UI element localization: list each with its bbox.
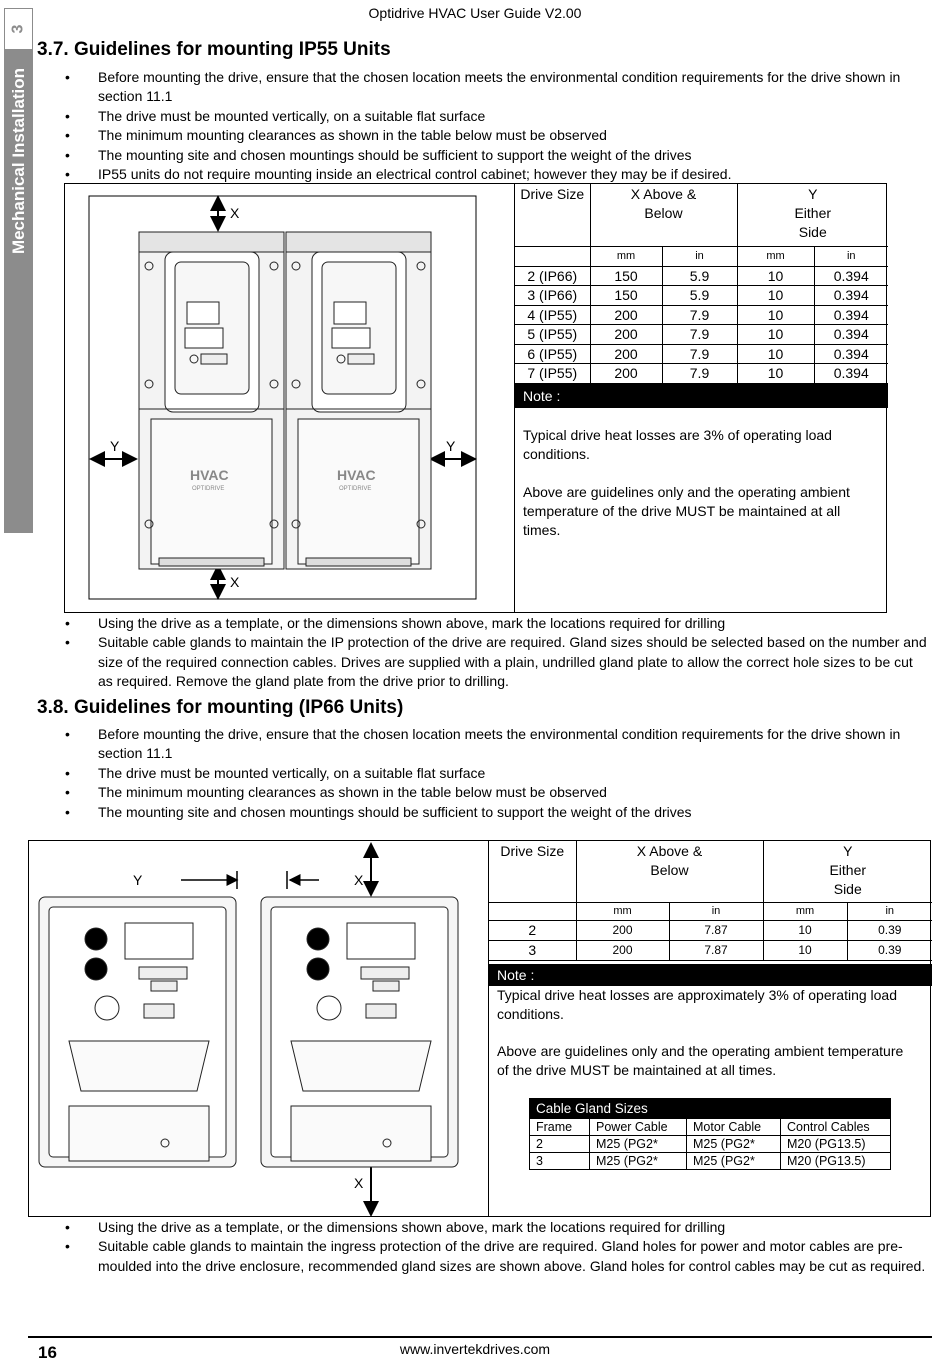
section-heading-3-8: 3.8. Guidelines for mounting (IP66 Units)	[37, 697, 404, 718]
list-item: • Suitable cable glands to maintain the IP protection of the drive are required. Gland sizes should be selected based on the number and size of the required connection cables. Drives are supplied with a plain, undrilled gland plate to allow the correct hole sizes to be cut as required. Remove the gland plate from the drive prior to drilling.	[37, 633, 927, 691]
note-text-2: Above are guidelines only and the operating ambient temperature of the drive MUST be maintained at all times.	[497, 1043, 904, 1078]
footer-url[interactable]: www.invertekdrives.com	[399, 1341, 551, 1357]
ip66-clearance-table: Drive Size X Above & Below Y Either Side mm in mm in 2 200 7.87 10 0.39 3 200 7.87 10 0.39	[489, 840, 932, 961]
list-item: • Using the drive as a template, or the dimensions shown above, mark the locations required for drilling	[37, 1218, 927, 1237]
hvac-logo-right: HVAC	[337, 467, 376, 483]
table-row: 2 (IP66) 150 5.9 10 0.394	[515, 266, 888, 286]
section-heading-3-7: 3.7. Guidelines for mounting IP55 Units	[37, 39, 391, 60]
y-label-right: Y	[446, 438, 456, 454]
list-item: • The drive must be mounted vertically, on a suitable flat surface	[37, 764, 927, 783]
table-row: 3 200 7.87 10 0.39	[489, 940, 932, 960]
y-label-left: Y	[110, 438, 120, 454]
after-bullets-3-7	[37, 614, 927, 692]
ip66-drive-drawing	[29, 841, 489, 1216]
ip55-info-panel	[514, 183, 888, 613]
list-item: • The mounting site and chosen mountings should be sufficient to support the weight of the drives	[37, 146, 927, 165]
col-drive-size: Drive Size	[515, 183, 590, 246]
table-row: 2 200 7.87 10 0.39	[489, 920, 932, 940]
ip55-drive-right	[286, 232, 431, 569]
table-row: 7 (IP55) 200 7.9 10 0.394	[515, 364, 888, 384]
page-number: 16	[38, 1343, 57, 1362]
col-x: X Above & Below	[590, 183, 737, 246]
list-item: • The minimum mounting clearances as shown in the table below must be observed	[37, 126, 927, 145]
list-item: • The mounting site and chosen mountings should be sufficient to support the weight of the drives	[37, 803, 927, 822]
x-label-top: X	[230, 205, 240, 221]
note-text-2: Above are guidelines only and the operating ambient temperature of the drive MUST be maintained at all times.	[523, 484, 850, 538]
table-row: 3 (IP66) 150 5.9 10 0.394	[515, 286, 888, 306]
page-header: Optidrive HVAC User Guide V2.00	[368, 5, 582, 21]
after-bullets-3-8	[37, 1218, 927, 1276]
ip66-drive-right	[261, 897, 458, 1167]
col-x: X Above & Below	[576, 840, 763, 902]
hvac-logo-left: HVAC	[190, 467, 229, 483]
list-item: • Using the drive as a template, or the dimensions shown above, mark the locations required for drilling	[37, 614, 927, 633]
table-row: 2 M25 (PG2* M25 (PG2* M20 (PG13.5)	[530, 1136, 891, 1153]
col-drive-size: Drive Size	[489, 840, 576, 902]
ip66-mounting-figure	[28, 840, 931, 1217]
hvac-logo-sub-right: OPTIDRIVE	[339, 486, 372, 492]
list-item: • Suitable cable glands to maintain the ingress protection of the drive are required. Gland holes for power and motor cables are pre-moulded into the drive enclosure, recommended gland sizes are shown above. Gland holes for control cables may be cut as required.	[37, 1237, 927, 1276]
list-item: • The drive must be mounted vertically, on a suitable flat surface	[37, 107, 927, 126]
ip55-drive-drawing	[65, 184, 515, 612]
list-item: • Before mounting the drive, ensure that the chosen location meets the environmental condition requirements for the drive shown in section 11.1	[37, 725, 927, 764]
chapter-label: Mechanical Installation	[8, 67, 28, 255]
chapter-number: 3	[4, 8, 33, 50]
list-item: • Before mounting the drive, ensure that the chosen location meets the environmental condition requirements for the drive shown in section 11.1	[37, 68, 927, 107]
ip66-drive-left	[39, 897, 236, 1167]
bullets-3-7	[37, 68, 927, 184]
bullets-3-8	[37, 725, 927, 822]
hvac-logo-sub-left: OPTIDRIVE	[192, 486, 225, 492]
table-row: 5 (IP55) 200 7.9 10 0.394	[515, 325, 888, 345]
x-label-bottom: X	[230, 574, 240, 590]
table-row: 6 (IP55) 200 7.9 10 0.394	[515, 344, 888, 364]
y-label: Y	[133, 872, 143, 888]
x-label-bottom: X	[354, 1175, 364, 1191]
ip55-drive-left	[139, 232, 284, 569]
list-item: • IP55 units do not require mounting inside an electrical control cabinet; however they may be if desired.	[37, 165, 927, 184]
x-label-top: X	[354, 872, 364, 888]
note-text-1: Typical drive heat losses are 3% of operating load conditions.	[523, 427, 832, 462]
note-text-1: Typical drive heat losses are approximately 3% of operating load conditions.	[497, 987, 897, 1022]
ip66-info-panel	[488, 840, 931, 1217]
col-y: Y Either Side	[763, 840, 932, 902]
list-item: • The minimum mounting clearances as shown in the table below must be observed	[37, 783, 927, 802]
ip55-mounting-figure	[64, 183, 887, 613]
table-row: 4 (IP55) 200 7.9 10 0.394	[515, 305, 888, 325]
cable-gland-table: Cable Gland Sizes Frame Power Cable Motor Cable Control Cables 2 M25 (PG2* M25 (PG2* M20 (PG13.5) 3 M25 (PG2* M25 (PG2* M20 (PG13.5)	[529, 1098, 891, 1170]
col-y: Y Either Side	[737, 183, 888, 246]
footer-rule	[28, 1336, 932, 1338]
note-label: Note :	[515, 384, 888, 408]
ip55-clearance-table: Drive Size X Above & Below Y Either Side mm in mm in 2 (IP66) 150 5.9 10 0.394 3 (IP66) 150 5.9 10 0.394 4 (IP55) 200 7.9 10 0.394 5 (IP55) 200 7.9 10 0.394 6 (IP55) 200 7.9 10 0.394 7 (IP55) 200 7.9 10 0.394	[515, 183, 888, 384]
table-row: 3 M25 (PG2* M25 (PG2* M20 (PG13.5)	[530, 1153, 891, 1170]
cable-gland-title: Cable Gland Sizes	[530, 1099, 891, 1119]
note-label: Note :	[489, 964, 932, 986]
chapter-side-tab	[4, 8, 33, 533]
